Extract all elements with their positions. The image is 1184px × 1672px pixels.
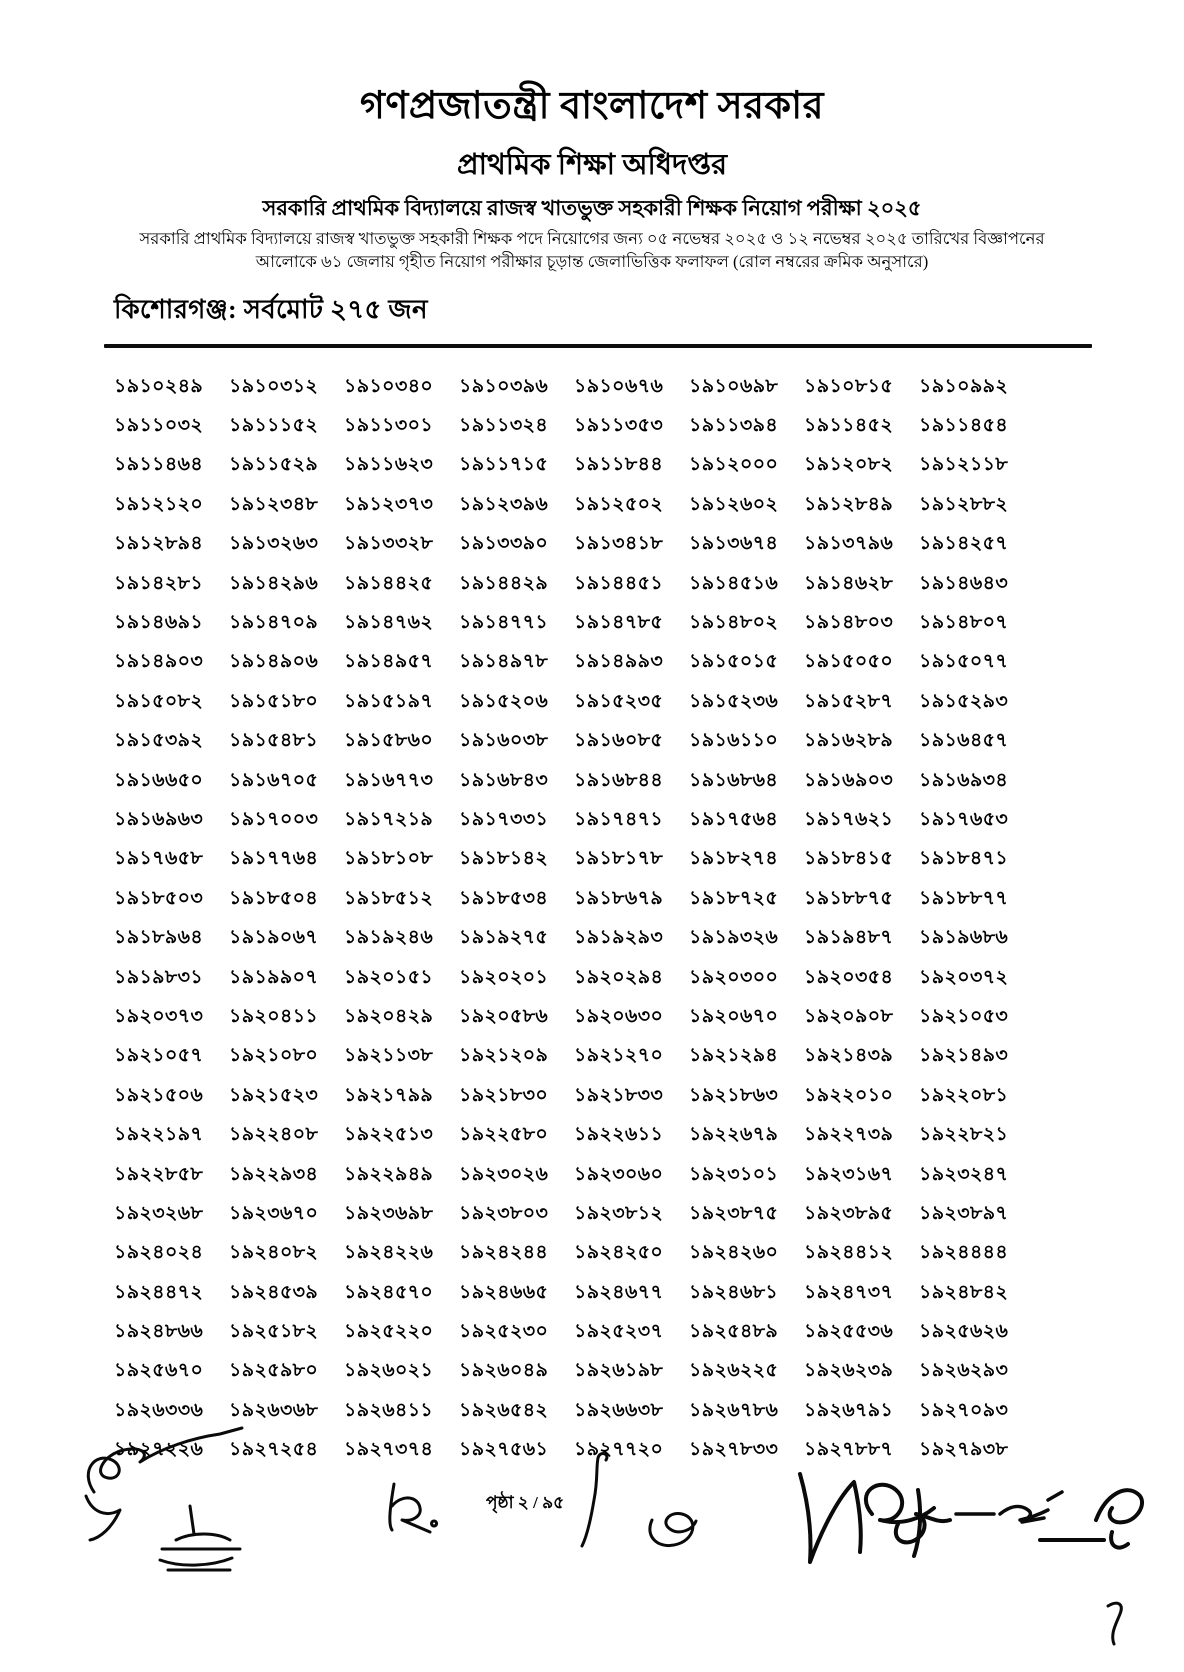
result-description-line2: আলোকে ৬১ জেলায় গৃহীত নিয়োগ পরীক্ষার চূড়ান্ত জেলাভিত্তিক ফলাফল (রোল নম্বরের ক্রমিক অনুসারে) — [255, 252, 929, 271]
roll-number-cell: ১৯১৮৫১২ — [344, 887, 434, 909]
roll-number-cell: ১৯১০৩৯৬ — [459, 375, 549, 397]
roll-number-cell: ১৯১৪৮০৭ — [919, 612, 1009, 634]
roll-number-cell: ১৯১৪৪৫১ — [574, 572, 664, 594]
roll-number-cell: ১৯২৪২৫০ — [574, 1242, 664, 1264]
roll-number-cell: ১৯২৩২৪৭ — [919, 1163, 1009, 1185]
roll-number-cell: ১৯১১৭১৫ — [459, 454, 549, 476]
roll-number-cell: ১৯২৫২৩০ — [459, 1321, 549, 1343]
roll-number-cell: ১৯২৩৮৯৭ — [919, 1202, 1009, 1224]
roll-number-cell: ১৯১৪৭০৯ — [229, 612, 319, 634]
roll-number-cell: ১৯১৯২৭৫ — [459, 927, 549, 949]
roll-number-cell: ১৯১১৩০১ — [344, 415, 434, 437]
roll-number-cell: ১৯২২৬১১ — [574, 1124, 664, 1146]
roll-number-cell: ১৯২১২৭০ — [574, 1045, 664, 1067]
roll-number-cell: ১৯১৭৭৬৪ — [229, 848, 319, 870]
roll-number-cell: ১৯১৯৯০৭ — [229, 966, 319, 988]
roll-number-cell: ১৯২১২০৯ — [459, 1045, 549, 1067]
roll-number-cell: ১৯১২৮৯৪ — [114, 533, 204, 555]
roll-number-cell: ১৯১১০৩২ — [114, 415, 204, 437]
roll-number-cell: ১৯১৬৭৭৩ — [344, 769, 434, 791]
roll-number-cell: ১৯১২৩৯৬ — [459, 493, 549, 515]
roll-number-cell: ১৯১৪৪২৯ — [459, 572, 549, 594]
roll-number-cell: ১৯১৬৮৪৩ — [459, 769, 549, 791]
roll-number-cell: ১৯১৪৯৫৭ — [344, 651, 434, 673]
roll-number-grid — [114, 368, 1034, 1471]
roll-number-cell: ১৯২৩০২৬ — [459, 1163, 549, 1185]
roll-number-cell: ১৯২৬৪১১ — [344, 1399, 434, 1421]
roll-number-cell: ১৯১৯৪৮৭ — [804, 927, 894, 949]
roll-number-cell: ১৯১২৩৭৩ — [344, 493, 434, 515]
district-heading: কিশোরগঞ্জ: সর্বমোট ২৭৫ জন — [114, 295, 428, 324]
roll-number-cell: ১৯২৪২৪৪ — [459, 1242, 549, 1264]
roll-number-cell: ১৯২৪৬৮১ — [689, 1281, 779, 1303]
roll-number-cell: ১৯২৬৩৬৮ — [229, 1399, 319, 1421]
signature-left-tick — [190, 1506, 194, 1534]
roll-number-cell: ১৯২৪২২৬ — [344, 1242, 434, 1264]
roll-number-cell: ১৯১২৫০২ — [574, 493, 664, 515]
roll-number-cell: ১৯২৪৮৪২ — [919, 1281, 1009, 1303]
roll-number-cell: ১৯১৮৫৩৪ — [459, 887, 549, 909]
roll-number-cell: ১৯১৩৭৯৬ — [804, 533, 894, 555]
roll-number-cell: ১৯১৫০১৫ — [689, 651, 779, 673]
roll-number-cell: ১৯২৩৬৯৮ — [344, 1202, 434, 1224]
roll-number-cell: ১৯১৮১৭৮ — [574, 848, 664, 870]
roll-number-cell: ১৯২৭৫৬১ — [459, 1439, 549, 1461]
roll-number-cell: ১৯২২০৮১ — [919, 1084, 1009, 1106]
roll-number-cell: ১৯১০৮১৫ — [804, 375, 894, 397]
roll-number-cell: ১৯১৯৬৮৬ — [919, 927, 1009, 949]
roll-number-cell: ১৯২৫৬৭০ — [114, 1360, 204, 1382]
roll-number-cell: ১৯১৪৭৬২ — [344, 612, 434, 634]
roll-number-cell: ১৯১০৯৯২ — [919, 375, 1009, 397]
signature-initials — [390, 1484, 437, 1532]
roll-number-cell: ১৯২০৩৫৪ — [804, 966, 894, 988]
roll-number-cell: ১৯১৬৪৫৭ — [919, 730, 1009, 752]
roll-number-cell: ১৯২০৫৮৬ — [459, 1005, 549, 1027]
roll-number-cell: ১৯২৬৩৩৬ — [114, 1399, 204, 1421]
signature-center-oval — [650, 1513, 696, 1545]
roll-number-cell: ১৯১৫২৩৬ — [689, 690, 779, 712]
roll-number-cell: ১৯২৭২২৬ — [114, 1439, 204, 1461]
roll-number-cell: ১৯১৭৬৫৮ — [114, 848, 204, 870]
roll-number-cell: ১৯২১৮৬৩ — [689, 1084, 779, 1106]
roll-number-cell: ১৯২২৯৪৯ — [344, 1163, 434, 1185]
signature-right-n — [800, 1474, 861, 1562]
roll-number-cell: ১৯১৫১৯৭ — [344, 690, 434, 712]
roll-number-cell: ১৯১৫৮৬০ — [344, 730, 434, 752]
signature-right-loops — [866, 1485, 950, 1556]
roll-number-cell: ১৯১১৩৯৪ — [689, 415, 779, 437]
roll-number-cell: ১৯১৬৯৩৪ — [919, 769, 1009, 791]
roll-number-cell: ১৯২০৪২৯ — [344, 1005, 434, 1027]
roll-number-cell: ১৯২৭৯৩৮ — [919, 1439, 1009, 1461]
roll-number-cell: ১৯২৪২৬০ — [689, 1242, 779, 1264]
roll-number-cell: ১৯১১৮৪৪ — [574, 454, 664, 476]
roll-number-cell: ১৯১৮৮৭৫ — [804, 887, 894, 909]
roll-number-cell: ১৯২২৫১৩ — [344, 1124, 434, 1146]
roll-number-cell: ১৯১৭৬৫৩ — [919, 808, 1009, 830]
roll-number-cell: ১৯২৪০৮২ — [229, 1242, 319, 1264]
roll-number-cell: ১৯২৪৭৩৭ — [804, 1281, 894, 1303]
roll-number-cell: ১৯২৬৫৪২ — [459, 1399, 549, 1421]
signature-right-flourish — [1040, 1490, 1142, 1547]
roll-number-cell: ১৯২৩৮০৩ — [459, 1202, 549, 1224]
roll-number-cell: ১৯২৪৪৭২ — [114, 1281, 204, 1303]
exam-title: সরকারি প্রাথমিক বিদ্যালয়ে রাজস্ব খাতভুক্ত সহকারী শিক্ষক নিয়োগ পরীক্ষা ২০২৫ — [262, 196, 922, 220]
roll-number-cell: ১৯১৮৭২৫ — [689, 887, 779, 909]
roll-number-cell: ১৯১৭২১৯ — [344, 808, 434, 830]
roll-number-cell: ১৯১৪৭৮৫ — [574, 612, 664, 634]
roll-number-cell: ১৯১৬৬৫০ — [114, 769, 204, 791]
roll-number-cell: ১৯১১৩২৪ — [459, 415, 549, 437]
roll-number-cell: ১৯২৪৫৩৯ — [229, 1281, 319, 1303]
roll-number-cell: ১৯২২৮২১ — [919, 1124, 1009, 1146]
roll-number-cell: ১৯২৬৭৮৬ — [689, 1399, 779, 1421]
roll-number-cell: ১৯১১১৫২ — [229, 415, 319, 437]
roll-number-cell: ১৯১৯২৯৩ — [574, 927, 664, 949]
roll-number-cell: ১৯২১৫০৬ — [114, 1084, 204, 1106]
roll-number-cell: ১৯১৭৫৬৪ — [689, 808, 779, 830]
roll-number-cell: ১৯১৪৬২৮ — [804, 572, 894, 594]
roll-number-cell: ১৯১৩৬৭৪ — [689, 533, 779, 555]
page-number-label: পৃষ্ঠা ২ / ৯৫ — [486, 1493, 565, 1512]
roll-number-cell: ১৯২৩০৬০ — [574, 1163, 664, 1185]
roll-number-cell: ১৯১৫৩৯২ — [114, 730, 204, 752]
roll-number-cell: ১৯২৭০৯৩ — [919, 1399, 1009, 1421]
roll-number-cell: ১৯২০৬৩০ — [574, 1005, 664, 1027]
roll-number-cell: ১৯১৪৯৯৩ — [574, 651, 664, 673]
roll-number-cell: ১৯২৭৭২০ — [574, 1439, 664, 1461]
roll-number-cell: ১৯২৪৪৪৪ — [919, 1242, 1009, 1264]
roll-number-cell: ১৯২১০৮০ — [229, 1045, 319, 1067]
roll-number-cell: ১৯২৩২৬৮ — [114, 1202, 204, 1224]
roll-number-cell: ১৯১৩২৬৩ — [229, 533, 319, 555]
roll-number-cell: ১৯১৪২৯৬ — [229, 572, 319, 594]
roll-number-cell: ১৯১৬৮৬৪ — [689, 769, 779, 791]
roll-number-cell: ১৯১৯২৪৬ — [344, 927, 434, 949]
roll-number-cell: ১৯১৪৮০৩ — [804, 612, 894, 634]
roll-number-cell: ১৯২০৩৭২ — [919, 966, 1009, 988]
roll-number-cell: ১৯১২৮৪৯ — [804, 493, 894, 515]
roll-number-cell: ১৯২২৯৩৪ — [229, 1163, 319, 1185]
roll-number-cell: ১৯১৪৫১৬ — [689, 572, 779, 594]
result-description-line1: সরকারি প্রাথমিক বিদ্যালয়ে রাজস্ব খাতভুক্ত সহকারী শিক্ষক পদে নিয়োগের জন্য ০৫ নভেম্বর ২০২৫ ও ১২ নভেম্বর ২০২৫ তারিখের বিজ্ঞাপনের — [139, 229, 1045, 248]
roll-number-cell: ১৯১৮১০৮ — [344, 848, 434, 870]
roll-number-cell: ১৯২৫৯৮০ — [229, 1360, 319, 1382]
roll-number-cell: ১৯২১৭৯৯ — [344, 1084, 434, 1106]
roll-number-cell: ১৯২৭৮৩৩ — [689, 1439, 779, 1461]
roll-number-cell: ১৯২৪৮৬৬ — [114, 1321, 204, 1343]
roll-number-cell: ১৯২১৪৩৯ — [804, 1045, 894, 1067]
roll-number-cell: ১৯২৩১৬৭ — [804, 1163, 894, 1185]
roll-number-cell: ১৯২৪৪১২ — [804, 1242, 894, 1264]
roll-number-cell: ১৯২৩১০১ — [689, 1163, 779, 1185]
roll-number-cell: ১৯২৭৮৮৭ — [804, 1439, 894, 1461]
roll-number-cell: ১৯২৩৮৭৫ — [689, 1202, 779, 1224]
roll-number-cell: ১৯১২০০০ — [689, 454, 779, 476]
roll-number-cell: ১৯১৮৮৭৭ — [919, 887, 1009, 909]
roll-number-cell: ১৯২৭৩৭৪ — [344, 1439, 434, 1461]
roll-number-cell: ১৯১০২৪৯ — [114, 375, 204, 397]
roll-number-cell: ১৯২৩৬৭০ — [229, 1202, 319, 1224]
roll-number-cell: ১৯২০৩০০ — [689, 966, 779, 988]
roll-number-cell: ১৯২৪৬৭৭ — [574, 1281, 664, 1303]
roll-number-cell: ১৯১২৮৮২ — [919, 493, 1009, 515]
roll-number-cell: ১৯১৮২৭৪ — [689, 848, 779, 870]
roll-number-cell: ১৯২১৮৩৩ — [574, 1084, 664, 1106]
roll-number-cell: ১৯১২০৮২ — [804, 454, 894, 476]
roll-number-cell: ১৯১২৩৪৮ — [229, 493, 319, 515]
roll-number-cell: ১৯২৬০৪৯ — [459, 1360, 549, 1382]
roll-number-cell: ১৯১৫০৮২ — [114, 690, 204, 712]
roll-number-cell: ১৯১৮৬৭৯ — [574, 887, 664, 909]
roll-number-cell: ১৯১৬০৩৮ — [459, 730, 549, 752]
roll-number-cell: ১৯২৪৬৬৫ — [459, 1281, 549, 1303]
roll-number-cell: ১৯১১৪৫৪ — [919, 415, 1009, 437]
roll-number-cell: ১৯২৬২২৫ — [689, 1360, 779, 1382]
signature-right-word — [956, 1492, 1062, 1522]
roll-number-cell: ১৯১২১২০ — [114, 493, 204, 515]
roll-number-cell: ১৯২১০৫৩ — [919, 1005, 1009, 1027]
roll-number-cell: ১৯১৪৪২৫ — [344, 572, 434, 594]
roll-number-cell: ১৯২৬২৯৩ — [919, 1360, 1009, 1382]
roll-number-cell: ১৯১৪৮০২ — [689, 612, 779, 634]
roll-number-cell: ১৯১১৫২৯ — [229, 454, 319, 476]
roll-number-cell: ১৯১৪৯৭৮ — [459, 651, 549, 673]
signature-left-understrokes — [160, 1534, 240, 1570]
roll-number-cell: ১৯২৩৮৯৫ — [804, 1202, 894, 1224]
roll-number-cell: ১৯১৮৫০৩ — [114, 887, 204, 909]
roll-number-cell: ১৯২৬২৩৯ — [804, 1360, 894, 1382]
roll-number-cell: ১৯১২৬০২ — [689, 493, 779, 515]
roll-number-cell: ১৯২০৯০৮ — [804, 1005, 894, 1027]
roll-number-cell: ১৯১৯৮৩১ — [114, 966, 204, 988]
roll-number-cell: ১৯১৪২৫৭ — [919, 533, 1009, 555]
roll-number-cell: ১৯১০৬৯৮ — [689, 375, 779, 397]
roll-number-cell: ১৯২০২৯৪ — [574, 966, 664, 988]
roll-number-cell: ১৯১৭৪৭১ — [574, 808, 664, 830]
roll-number-cell: ১৯২০১৫১ — [344, 966, 434, 988]
roll-number-cell: ১৯১৩৩২৮ — [344, 533, 434, 555]
roll-number-cell: ১৯২২১৯৭ — [114, 1124, 204, 1146]
roll-number-cell: ১৯১৮৯৬৪ — [114, 927, 204, 949]
roll-number-cell: ১৯১৩৪১৮ — [574, 533, 664, 555]
roll-number-cell: ১৯১৫২৮৭ — [804, 690, 894, 712]
roll-number-cell: ১৯২২৭৩৯ — [804, 1124, 894, 1146]
roll-number-cell: ১৯১২১১৮ — [919, 454, 1009, 476]
roll-number-cell: ১৯২৬০২১ — [344, 1360, 434, 1382]
roll-number-cell: ১৯২১১৩৮ — [344, 1045, 434, 1067]
roll-number-cell: ১৯২৫২২০ — [344, 1321, 434, 1343]
roll-number-cell: ১৯১৬৯০৩ — [804, 769, 894, 791]
roll-number-cell: ১৯২২৬৭৯ — [689, 1124, 779, 1146]
roll-number-cell: ১৯২৫৫৩৬ — [804, 1321, 894, 1343]
roll-number-cell: ১৯২৪০২৪ — [114, 1242, 204, 1264]
corner-mark — [1108, 1603, 1121, 1644]
roll-number-cell: ১৯১৭০০৩ — [229, 808, 319, 830]
divider-rule — [104, 344, 1092, 348]
roll-number-cell: ১৯২২০১০ — [804, 1084, 894, 1106]
roll-number-cell: ১৯১৫১৮০ — [229, 690, 319, 712]
roll-number-cell: ১৯২৬৭৯১ — [804, 1399, 894, 1421]
roll-number-cell: ১৯১৫০৭৭ — [919, 651, 1009, 673]
roll-number-cell: ১৯২৩৮১২ — [574, 1202, 664, 1224]
roll-number-cell: ১৯১৬০৮৫ — [574, 730, 664, 752]
roll-number-cell: ১৯১১৬২৩ — [344, 454, 434, 476]
roll-number-cell: ১৯১১৪৬৪ — [114, 454, 204, 476]
roll-number-cell: ১৯১৮৪১৫ — [804, 848, 894, 870]
result-description — [0, 227, 1184, 273]
roll-number-cell: ১৯১৬৮৪৪ — [574, 769, 664, 791]
roll-number-cell: ১৯১৭৩৩১ — [459, 808, 549, 830]
roll-number-cell: ১৯১৫২৯৩ — [919, 690, 1009, 712]
roll-number-cell: ১৯১৭৬২১ — [804, 808, 894, 830]
roll-number-cell: ১৯১৪২৮১ — [114, 572, 204, 594]
roll-number-cell: ১৯১৯০৬৭ — [229, 927, 319, 949]
roll-number-cell: ১৯২৫৪৮৯ — [689, 1321, 779, 1343]
roll-number-cell: ১৯১১৪৫২ — [804, 415, 894, 437]
roll-number-cell: ১৯১৫২০৬ — [459, 690, 549, 712]
roll-number-cell: ১৯২৭২৫৪ — [229, 1439, 319, 1461]
roll-number-cell: ১৯১০৩১২ — [229, 375, 319, 397]
roll-number-cell: ১৯২৫২৩৭ — [574, 1321, 664, 1343]
roll-number-cell: ১৯১৮৫০৪ — [229, 887, 319, 909]
roll-number-cell: ১৯১১৩৫৩ — [574, 415, 664, 437]
roll-number-cell: ১৯২৫৬২৬ — [919, 1321, 1009, 1343]
roll-number-cell: ১৯১৮৪৭১ — [919, 848, 1009, 870]
roll-number-cell: ১৯২১০৫৭ — [114, 1045, 204, 1067]
roll-number-cell: ১৯২২৫৮০ — [459, 1124, 549, 1146]
roll-number-cell: ১৯২৬৬৩৮ — [574, 1399, 664, 1421]
roll-number-cell: ১৯১৮১৪২ — [459, 848, 549, 870]
roll-number-cell: ১৯১৪৬৪৩ — [919, 572, 1009, 594]
roll-number-cell: ১৯২১৮৩০ — [459, 1084, 549, 1106]
roll-number-cell: ১৯২৬১৯৮ — [574, 1360, 664, 1382]
government-title: গণপ্রজাতন্ত্রী বাংলাদেশ সরকার — [359, 85, 825, 127]
roll-number-cell: ১৯১০৩৪০ — [344, 375, 434, 397]
department-title: প্রাথমিক শিক্ষা অধিদপ্তর — [456, 149, 728, 181]
roll-number-cell: ১৯১৬৭০৫ — [229, 769, 319, 791]
roll-number-cell: ১৯১৪৯০৩ — [114, 651, 204, 673]
roll-number-cell: ১৯১৬২৮৯ — [804, 730, 894, 752]
roll-number-cell: ১৯২০৬৭০ — [689, 1005, 779, 1027]
roll-number-cell: ১৯২১২৯৪ — [689, 1045, 779, 1067]
roll-number-cell: ১৯১৫২৩৫ — [574, 690, 664, 712]
roll-number-cell: ১৯১৪৭৭১ — [459, 612, 549, 634]
roll-number-cell: ১৯১৯৩২৬ — [689, 927, 779, 949]
roll-number-cell: ১৯২১৫২৩ — [229, 1084, 319, 1106]
roll-number-cell: ১৯২০৪১১ — [229, 1005, 319, 1027]
roll-number-cell: ১৯২৪৫৭০ — [344, 1281, 434, 1303]
roll-number-cell: ১৯১৩৩৯০ — [459, 533, 549, 555]
roll-number-cell: ১৯১৪৯০৬ — [229, 651, 319, 673]
roll-number-cell: ১৯১৫৪৮১ — [229, 730, 319, 752]
roll-number-cell: ১৯২০২০১ — [459, 966, 549, 988]
roll-number-cell: ১৯১০৬৭৬ — [574, 375, 664, 397]
roll-number-cell: ১৯২১৪৯৩ — [919, 1045, 1009, 1067]
roll-number-cell: ১৯১৬৯৬৩ — [114, 808, 204, 830]
roll-number-cell: ১৯২২৪০৮ — [229, 1124, 319, 1146]
roll-number-cell: ১৯১৫০৫০ — [804, 651, 894, 673]
roll-number-cell: ১৯২২৮৫৮ — [114, 1163, 204, 1185]
roll-number-cell: ১৯১৬১১০ — [689, 730, 779, 752]
roll-number-cell: ১৯২০৩৭৩ — [114, 1005, 204, 1027]
roll-number-cell: ১৯২৫১৮২ — [229, 1321, 319, 1343]
roll-number-cell: ১৯১৪৬৯১ — [114, 612, 204, 634]
